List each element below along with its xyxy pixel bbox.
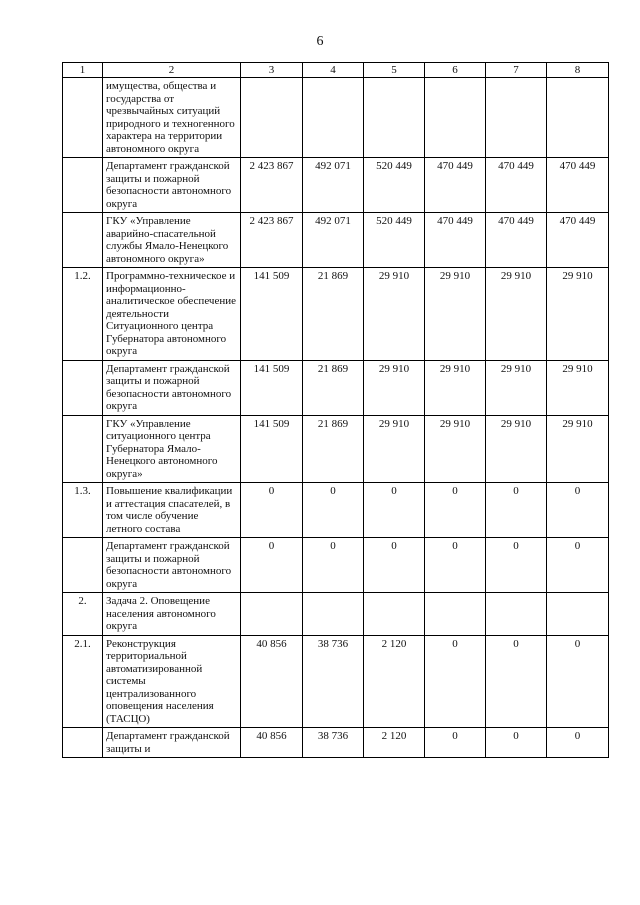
table-header-row [63,63,609,78]
value-cell: 141 509 [241,360,303,415]
row-name-cell: ГКУ «Управление аварийно-спасательной службы Ямало-Ненецкого автономного округа» [103,213,241,268]
value-cell: 470 449 [547,158,609,213]
value-cell: 0 [241,483,303,538]
value-cell: 29 910 [425,268,486,361]
value-cell: 29 910 [425,415,486,483]
column-header: 7 [486,63,547,78]
value-cell: 470 449 [425,213,486,268]
value-cell: 0 [364,538,425,593]
budget-table [62,62,609,758]
value-cell: 0 [425,538,486,593]
value-cell: 0 [303,538,364,593]
value-cell: 520 449 [364,213,425,268]
value-cell [425,593,486,636]
value-cell: 141 509 [241,268,303,361]
value-cell: 29 910 [547,360,609,415]
value-cell [364,593,425,636]
value-cell: 2 120 [364,728,425,758]
value-cell: 470 449 [486,213,547,268]
row-number-cell: 1.2. [63,268,103,361]
row-name-cell: ГКУ «Управление ситуационного центра Губернатора Ямало-Ненецкого автономного округа» [103,415,241,483]
value-cell: 470 449 [425,158,486,213]
value-cell: 29 910 [547,268,609,361]
value-cell: 38 736 [303,635,364,728]
value-cell [303,78,364,158]
value-cell: 0 [364,483,425,538]
value-cell: 0 [425,483,486,538]
value-cell: 40 856 [241,728,303,758]
row-number-cell: 2.1. [63,635,103,728]
value-cell: 492 071 [303,158,364,213]
table-row [63,213,609,268]
table-row [63,78,609,158]
row-number-cell [63,538,103,593]
value-cell: 0 [486,728,547,758]
value-cell: 40 856 [241,635,303,728]
table-row [63,635,609,728]
column-header: 2 [103,63,241,78]
value-cell: 2 423 867 [241,158,303,213]
value-cell: 29 910 [547,415,609,483]
value-cell [486,78,547,158]
value-cell: 21 869 [303,268,364,361]
row-name-cell: Программно-техническое и информационно-аналитическое обеспечение деятельности Ситуационного центра Губернатора автономного округа [103,268,241,361]
value-cell [303,593,364,636]
value-cell [241,78,303,158]
value-cell: 29 910 [486,268,547,361]
value-cell: 29 910 [425,360,486,415]
table-row [63,415,609,483]
value-cell [364,78,425,158]
value-cell: 470 449 [486,158,547,213]
value-cell: 0 [486,635,547,728]
value-cell [241,593,303,636]
row-number-cell [63,728,103,758]
value-cell: 29 910 [486,415,547,483]
table-row [63,483,609,538]
row-number-cell [63,360,103,415]
column-header: 4 [303,63,364,78]
value-cell: 0 [303,483,364,538]
table-row [63,158,609,213]
value-cell [547,78,609,158]
row-name-cell: Повышение квалификации и аттестация спасателей, в том числе обучение летного состава [103,483,241,538]
table-row [63,268,609,361]
value-cell: 520 449 [364,158,425,213]
table-row [63,593,609,636]
value-cell: 21 869 [303,360,364,415]
value-cell: 2 120 [364,635,425,728]
row-number-cell [63,415,103,483]
value-cell: 470 449 [547,213,609,268]
row-number-cell: 2. [63,593,103,636]
column-header: 5 [364,63,425,78]
value-cell: 492 071 [303,213,364,268]
row-number-cell [63,158,103,213]
column-header: 1 [63,63,103,78]
value-cell [547,593,609,636]
value-cell [486,593,547,636]
value-cell: 0 [547,635,609,728]
value-cell: 0 [547,728,609,758]
table-row [63,538,609,593]
column-header: 8 [547,63,609,78]
value-cell: 0 [425,635,486,728]
value-cell: 0 [486,483,547,538]
page-number: 6 [316,34,324,49]
value-cell: 0 [547,538,609,593]
row-name-cell: Департамент гражданской защиты и пожарной безопасности автономного округа [103,158,241,213]
column-header: 3 [241,63,303,78]
column-header: 6 [425,63,486,78]
value-cell: 29 910 [364,415,425,483]
value-cell: 29 910 [364,268,425,361]
value-cell: 0 [486,538,547,593]
value-cell: 21 869 [303,415,364,483]
row-number-cell [63,213,103,268]
value-cell: 38 736 [303,728,364,758]
row-name-cell: Департамент гражданской защиты и пожарной безопасности автономного округа [103,538,241,593]
value-cell: 0 [241,538,303,593]
value-cell: 0 [547,483,609,538]
value-cell: 0 [425,728,486,758]
row-name-cell: Департамент гражданской защиты и [103,728,241,758]
row-number-cell [63,78,103,158]
value-cell: 29 910 [364,360,425,415]
table-row [63,728,609,758]
value-cell: 2 423 867 [241,213,303,268]
row-name-cell: Департамент гражданской защиты и пожарной безопасности автономного округа [103,360,241,415]
value-cell: 29 910 [486,360,547,415]
row-name-cell: Задача 2. Оповещение населения автономного округа [103,593,241,636]
row-name-cell: Реконструкция территориальной автоматизированной системы централизованного оповещения населения (ТАСЦО) [103,635,241,728]
value-cell: 141 509 [241,415,303,483]
row-name-cell: имущества, общества и государства от чрезвычайных ситуаций природного и техногенного характера на территории автономного округа [103,78,241,158]
table-row [63,360,609,415]
value-cell [425,78,486,158]
row-number-cell: 1.3. [63,483,103,538]
